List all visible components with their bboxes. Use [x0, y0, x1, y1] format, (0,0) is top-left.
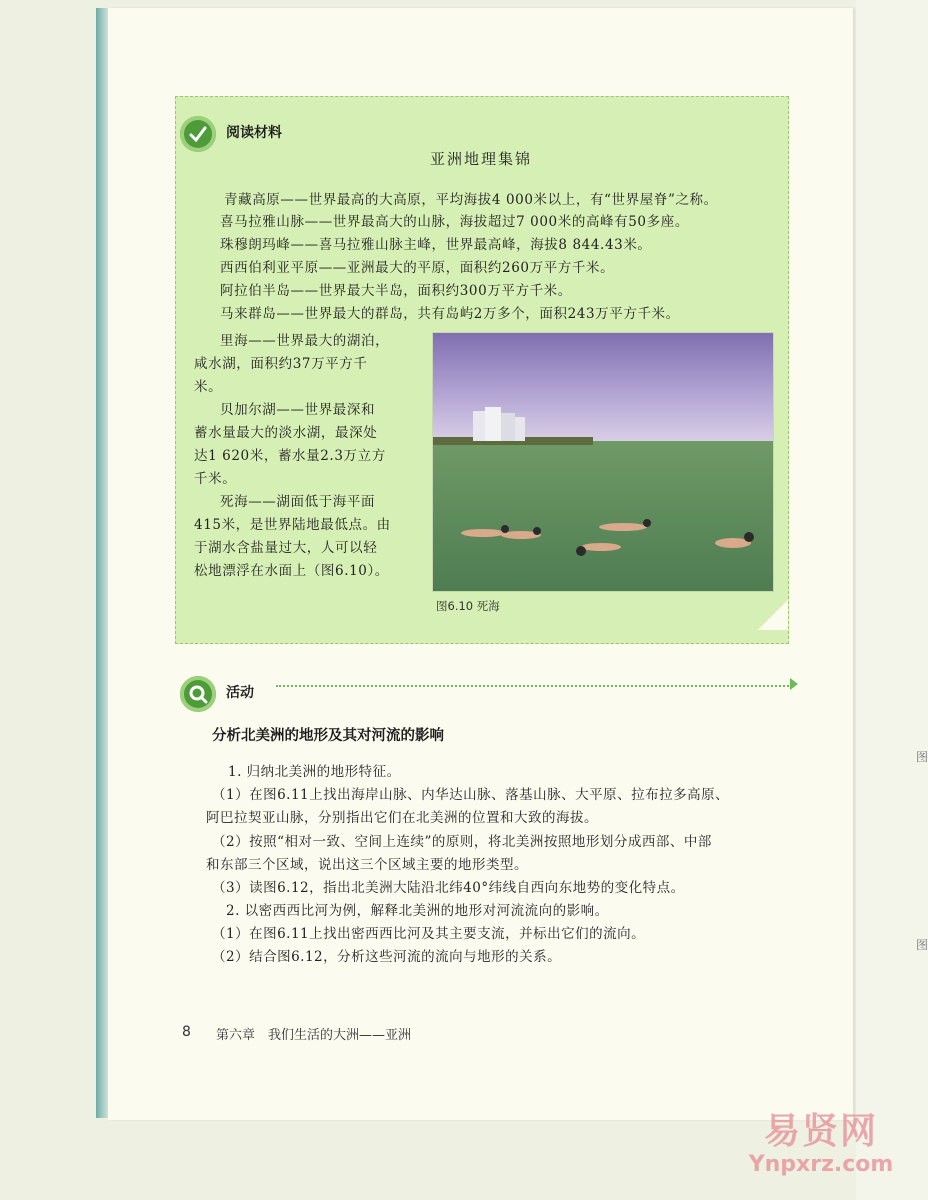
side-text-line: 死海——湖面低于海平面 [220, 494, 376, 510]
watermark-url: Ynpxrz.com [748, 1152, 894, 1177]
side-text-line: 达1 620米，蓄水量2.3万立方 [194, 448, 386, 464]
side-text-line: 米。 [194, 379, 223, 395]
side-text-line: 千米。 [194, 471, 237, 487]
reading-line: 青藏高原——世界最高的大高原，平均海拔4 000米以上，有“世界屋脊”之称。 [224, 192, 718, 208]
activity-line: （1）在图6.11上找出海岸山脉、内华达山脉、落基山脉、大平原、拉布拉多高原、 [212, 787, 730, 803]
side-text-line: 里海——世界最大的湖泊， [220, 333, 390, 349]
activity-line: （3）读图6.12，指出北美洲大陆沿北纬40°纬线自西向东地势的变化特点。 [212, 880, 685, 896]
side-text-line: 贝加尔湖——世界最深和 [220, 402, 376, 418]
activity-line: （1）在图6.11上找出密西西比河及其主要支流，并标出它们的流向。 [212, 926, 646, 942]
adjacent-page-fragment: 图 [916, 938, 928, 952]
reading-line: 珠穆朗玛峰——喜马拉雅山脉主峰，世界最高峰，海拔8 844.43米。 [220, 237, 652, 253]
side-text-line: 于湖水含盐量过大，人可以轻 [194, 540, 378, 556]
adjacent-page [856, 0, 928, 1200]
reading-label: 阅读材料 [226, 125, 282, 141]
activity-line: 阿巴拉契亚山脉，分别指出它们在北美洲的位置和大致的海拔。 [206, 810, 598, 826]
reading-line: 西西伯利亚平原——亚洲最大的平原，面积约260万平方千米。 [220, 260, 615, 276]
magnifier-icon [180, 676, 216, 712]
side-text-line: 松地漂浮在水面上（图6.10）。 [194, 563, 389, 579]
arrow-right-icon [790, 678, 798, 690]
activity-line: （2）按照“相对一致、空间上连续”的原则，将北美洲按照地形划分成西部、中部 [212, 834, 712, 850]
reading-line: 喜马拉雅山脉——世界最高大的山脉，海拔超过7 000米的高峰有50多座。 [220, 214, 689, 230]
reading-line: 马来群岛——世界最大的群岛，共有岛屿2万多个，面积243万平方千米。 [220, 306, 680, 322]
watermark [716, 1112, 926, 1178]
figure-caption: 图6.10 死海 [436, 599, 500, 613]
page-curl-corner [758, 600, 788, 630]
chapter-footer: 第六章 我们生活的大洲——亚洲 [216, 1028, 412, 1043]
dead-sea-illustration [433, 333, 773, 591]
leaf-check-glyph [187, 123, 209, 145]
reading-line: 阿拉伯半岛——世界最大半岛，面积约300万平方千米。 [220, 283, 572, 299]
activity-label: 活动 [226, 685, 254, 701]
dead-sea-photo [432, 332, 774, 592]
activity-line: 2. 以密西西比河为例，解释北美洲的地形对河流流向的影响。 [226, 903, 609, 919]
activity-dotted-rule [276, 685, 792, 687]
side-text-line: 415米，是世界陆地最低点。由 [194, 517, 391, 533]
activity-line: （2）结合图6.12，分析这些河流的流向与地形的关系。 [212, 949, 562, 965]
reading-title: 亚洲地理集锦 [429, 150, 532, 168]
activity-line: 和东部三个区域，说出这三个区域主要的地形类型。 [206, 857, 528, 873]
activity-line: 1. 归纳北美洲的地形特征。 [228, 764, 401, 780]
magnifier-glyph [187, 683, 209, 705]
side-text-line: 咸水湖，面积约37万平方千 [194, 356, 368, 372]
activity-heading: 分析北美洲的地形及其对河流的影响 [212, 728, 444, 744]
page-number: 8 [182, 1024, 191, 1040]
leaf-check-icon [180, 116, 216, 152]
side-text-line: 蓄水量最大的淡水湖，最深处 [194, 425, 378, 441]
adjacent-page-fragment: 图 [916, 750, 928, 764]
watermark-title: 易贤网 [763, 1111, 878, 1152]
